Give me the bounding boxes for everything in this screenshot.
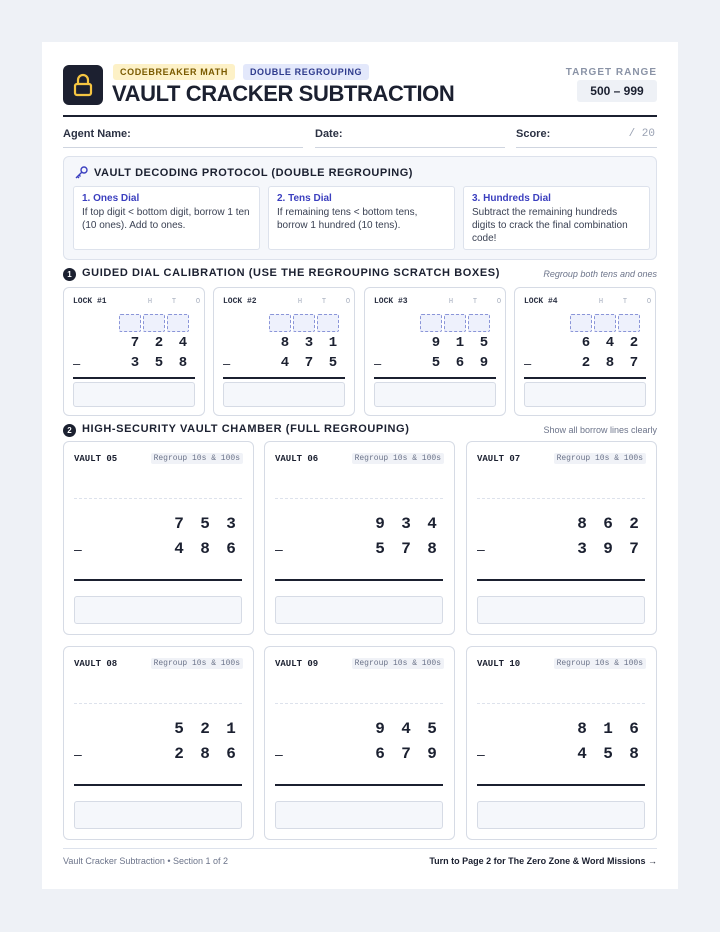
digit: 6 [375, 745, 385, 763]
page-title: VAULT CRACKER SUBTRACTION [112, 81, 455, 106]
place-label: T [321, 298, 327, 306]
digit: 4 [605, 335, 615, 351]
digit: 8 [280, 335, 290, 351]
place-label: H [598, 298, 604, 306]
answer-box[interactable] [477, 801, 645, 829]
header [63, 64, 657, 118]
step-title: 3. Hundreds Dial [472, 193, 551, 204]
subtrahend [265, 745, 445, 763]
regroup-scratch-box[interactable] [167, 314, 189, 332]
minuend [73, 335, 195, 351]
subtrahend [467, 745, 647, 763]
vault-label: VAULT 06 [275, 454, 319, 464]
digit: 8 [178, 355, 188, 371]
date-label: Date: [315, 128, 343, 140]
subtrahend [223, 355, 345, 371]
digit: 7 [130, 335, 140, 351]
digit: 2 [154, 335, 164, 351]
answer-box[interactable] [374, 382, 496, 407]
digit: 4 [178, 335, 188, 351]
digit: 4 [280, 355, 290, 371]
minuend [374, 335, 496, 351]
digit: 2 [200, 720, 210, 738]
badge-double-regrouping: DOUBLE REGROUPING [243, 64, 369, 80]
digit: 9 [603, 540, 613, 558]
digit: 8 [200, 540, 210, 558]
digit: 7 [401, 540, 411, 558]
section-title: HIGH-SECURITY VAULT CHAMBER (FULL REGROUPING) [82, 423, 410, 435]
step-title: 2. Tens Dial [277, 193, 332, 204]
lock-card [514, 287, 656, 416]
vault-card [264, 441, 455, 635]
agent-name-label: Agent Name: [63, 128, 131, 140]
vault-label: VAULT 08 [74, 659, 118, 669]
vault-label: VAULT 05 [74, 454, 118, 464]
section-number: 1 [63, 268, 76, 281]
digit: 1 [455, 335, 465, 351]
minus-sign: – [223, 356, 231, 371]
regroup-scratch-box[interactable] [143, 314, 165, 332]
answer-line [73, 377, 195, 379]
section-note: Regroup both tens and ones [543, 269, 657, 279]
place-label: O [345, 298, 351, 306]
digit: 5 [328, 355, 338, 371]
answer-line [74, 784, 242, 786]
digit: 5 [200, 515, 210, 533]
key-icon [74, 166, 88, 180]
lock-card [213, 287, 355, 416]
footer-divider [63, 848, 657, 849]
place-label: O [195, 298, 201, 306]
minus-sign: – [74, 746, 82, 762]
digit: 7 [629, 355, 639, 371]
digit: 9 [431, 335, 441, 351]
digit: 6 [629, 720, 639, 738]
section-note: Show all borrow lines clearly [543, 425, 657, 435]
digit: 5 [603, 745, 613, 763]
protocol-step [73, 186, 260, 250]
digit: 9 [375, 515, 385, 533]
regroup-badge: Regroup 10s & 100s [554, 453, 646, 464]
minuend [467, 720, 647, 738]
digit: 6 [226, 745, 236, 763]
place-label: H [297, 298, 303, 306]
digit: 3 [226, 515, 236, 533]
digit: 6 [226, 540, 236, 558]
footer-next-page: Turn to Page 2 for The Zero Zone & Word Missions → [429, 856, 657, 866]
digit: 4 [401, 720, 411, 738]
digit: 4 [427, 515, 437, 533]
answer-box[interactable] [74, 801, 242, 829]
lock-card [63, 287, 205, 416]
minuend [265, 720, 445, 738]
digit: 2 [174, 745, 184, 763]
lock-label: LOCK #4 [524, 297, 558, 306]
subtrahend [64, 540, 244, 558]
step-text: If top digit < bottom digit, borrow 1 ten (10 ones). Add to ones. [82, 207, 250, 231]
target-range-value: 500 – 999 [577, 80, 657, 102]
worksheet-page [42, 42, 678, 889]
regroup-scratch-box[interactable] [420, 314, 442, 332]
score-total: / 20 [628, 128, 655, 140]
score-label: Score: [516, 128, 551, 140]
digit: 2 [629, 515, 639, 533]
digit: 8 [577, 515, 587, 533]
regroup-scratch-box[interactable] [119, 314, 141, 332]
digit: 7 [629, 540, 639, 558]
place-label: T [472, 298, 478, 306]
digit: 8 [629, 745, 639, 763]
borrow-work-line[interactable] [477, 498, 645, 499]
digit: 2 [581, 355, 591, 371]
answer-box[interactable] [524, 382, 646, 407]
minuend [64, 515, 244, 533]
minus-sign: – [477, 541, 485, 557]
minus-sign: – [477, 746, 485, 762]
digit: 5 [479, 335, 489, 351]
vault-card [63, 441, 254, 635]
borrow-work-line[interactable] [74, 703, 242, 704]
answer-line [477, 784, 645, 786]
regroup-badge: Regroup 10s & 100s [554, 658, 646, 669]
lock-label: LOCK #1 [73, 297, 107, 306]
minus-sign: – [374, 356, 382, 371]
minuend [524, 335, 646, 351]
digit: 4 [577, 745, 587, 763]
answer-box[interactable] [73, 382, 195, 407]
date-field[interactable] [315, 126, 505, 148]
borrow-work-line[interactable] [275, 703, 443, 704]
digit: 7 [401, 745, 411, 763]
section-number: 2 [63, 424, 76, 437]
regroup-scratch-box[interactable] [594, 314, 616, 332]
score-field[interactable] [516, 126, 657, 148]
regroup-badge: Regroup 10s & 100s [151, 453, 243, 464]
regroup-scratch-box[interactable] [468, 314, 490, 332]
digit: 9 [375, 720, 385, 738]
protocol-step [268, 186, 455, 250]
answer-box[interactable] [275, 801, 443, 829]
vault-label: VAULT 07 [477, 454, 521, 464]
subtrahend [73, 355, 195, 371]
minuend [64, 720, 244, 738]
place-label: H [448, 298, 454, 306]
digit: 3 [401, 515, 411, 533]
digit: 9 [479, 355, 489, 371]
digit: 5 [427, 720, 437, 738]
padlock-icon [63, 65, 103, 105]
vault-card [63, 646, 254, 840]
digit: 3 [130, 355, 140, 371]
minuend [467, 515, 647, 533]
answer-line [275, 579, 443, 581]
minus-sign: – [524, 356, 532, 371]
protocol-step [463, 186, 650, 250]
minus-sign: – [275, 541, 283, 557]
borrow-work-line[interactable] [275, 498, 443, 499]
digit: 2 [629, 335, 639, 351]
place-label: T [171, 298, 177, 306]
vault-card [264, 646, 455, 840]
regroup-scratch-box[interactable] [269, 314, 291, 332]
section-1-header [63, 267, 657, 283]
section-2-header [63, 423, 657, 439]
subtrahend [524, 355, 646, 371]
step-text: If remaining tens < bottom tens, borrow 1 hundred (10 tens). [277, 207, 418, 231]
regroup-scratch-box[interactable] [317, 314, 339, 332]
digit: 9 [427, 745, 437, 763]
regroup-scratch-box[interactable] [293, 314, 315, 332]
digit: 1 [226, 720, 236, 738]
digit: 8 [605, 355, 615, 371]
digit: 1 [603, 720, 613, 738]
regroup-scratch-box[interactable] [570, 314, 592, 332]
digit: 5 [375, 540, 385, 558]
digit: 1 [328, 335, 338, 351]
digit: 6 [455, 355, 465, 371]
digit: 3 [304, 335, 314, 351]
lock-label: LOCK #2 [223, 297, 257, 306]
step-title: 1. Ones Dial [82, 193, 140, 204]
digit: 7 [304, 355, 314, 371]
digit: 5 [174, 720, 184, 738]
decoding-protocol-box [63, 156, 657, 260]
agent-name-field[interactable] [63, 126, 303, 148]
lock-card [364, 287, 506, 416]
digit: 3 [577, 540, 587, 558]
answer-line [223, 377, 345, 379]
lock-label: LOCK #3 [374, 297, 408, 306]
digit: 7 [174, 515, 184, 533]
digit: 5 [431, 355, 441, 371]
answer-line [74, 579, 242, 581]
digit: 5 [154, 355, 164, 371]
vault-card [466, 646, 657, 840]
regroup-scratch-box[interactable] [618, 314, 640, 332]
regroup-badge: Regroup 10s & 100s [352, 453, 444, 464]
digit: 8 [577, 720, 587, 738]
place-label: O [646, 298, 652, 306]
answer-box[interactable] [477, 596, 645, 624]
subtrahend [64, 745, 244, 763]
answer-box[interactable] [74, 596, 242, 624]
digit: 4 [174, 540, 184, 558]
minus-sign: – [73, 356, 81, 371]
subtrahend [467, 540, 647, 558]
answer-box[interactable] [275, 596, 443, 624]
place-label: T [622, 298, 628, 306]
section-title: GUIDED DIAL CALIBRATION (USE THE REGROUPING SCRATCH BOXES) [82, 267, 500, 279]
place-label: O [496, 298, 502, 306]
header-divider [63, 115, 657, 117]
vault-label: VAULT 10 [477, 659, 521, 669]
answer-box[interactable] [223, 382, 345, 407]
protocol-title: VAULT DECODING PROTOCOL (DOUBLE REGROUPING) [94, 167, 413, 179]
regroup-badge: Regroup 10s & 100s [352, 658, 444, 669]
vault-label: VAULT 09 [275, 659, 319, 669]
digit: 6 [581, 335, 591, 351]
subtrahend [374, 355, 496, 371]
digit: 8 [427, 540, 437, 558]
answer-line [524, 377, 646, 379]
answer-line [477, 579, 645, 581]
answer-line [275, 784, 443, 786]
badge-codebreaker-math: CODEBREAKER MATH [113, 64, 235, 80]
digit: 8 [200, 745, 210, 763]
footer-section-info: Vault Cracker Subtraction • Section 1 of 2 [63, 856, 229, 866]
borrow-work-line[interactable] [477, 703, 645, 704]
subtrahend [265, 540, 445, 558]
minus-sign: – [74, 541, 82, 557]
digit: 6 [603, 515, 613, 533]
step-text: Subtract the remaining hundreds digits to crack the final combination code! [472, 207, 628, 244]
minus-sign: – [275, 746, 283, 762]
borrow-work-line[interactable] [74, 498, 242, 499]
target-range-label: TARGET RANGE [565, 67, 657, 78]
regroup-scratch-box[interactable] [444, 314, 466, 332]
vault-card [466, 441, 657, 635]
place-label: H [147, 298, 153, 306]
minuend [265, 515, 445, 533]
minuend [223, 335, 345, 351]
regroup-badge: Regroup 10s & 100s [151, 658, 243, 669]
answer-line [374, 377, 496, 379]
